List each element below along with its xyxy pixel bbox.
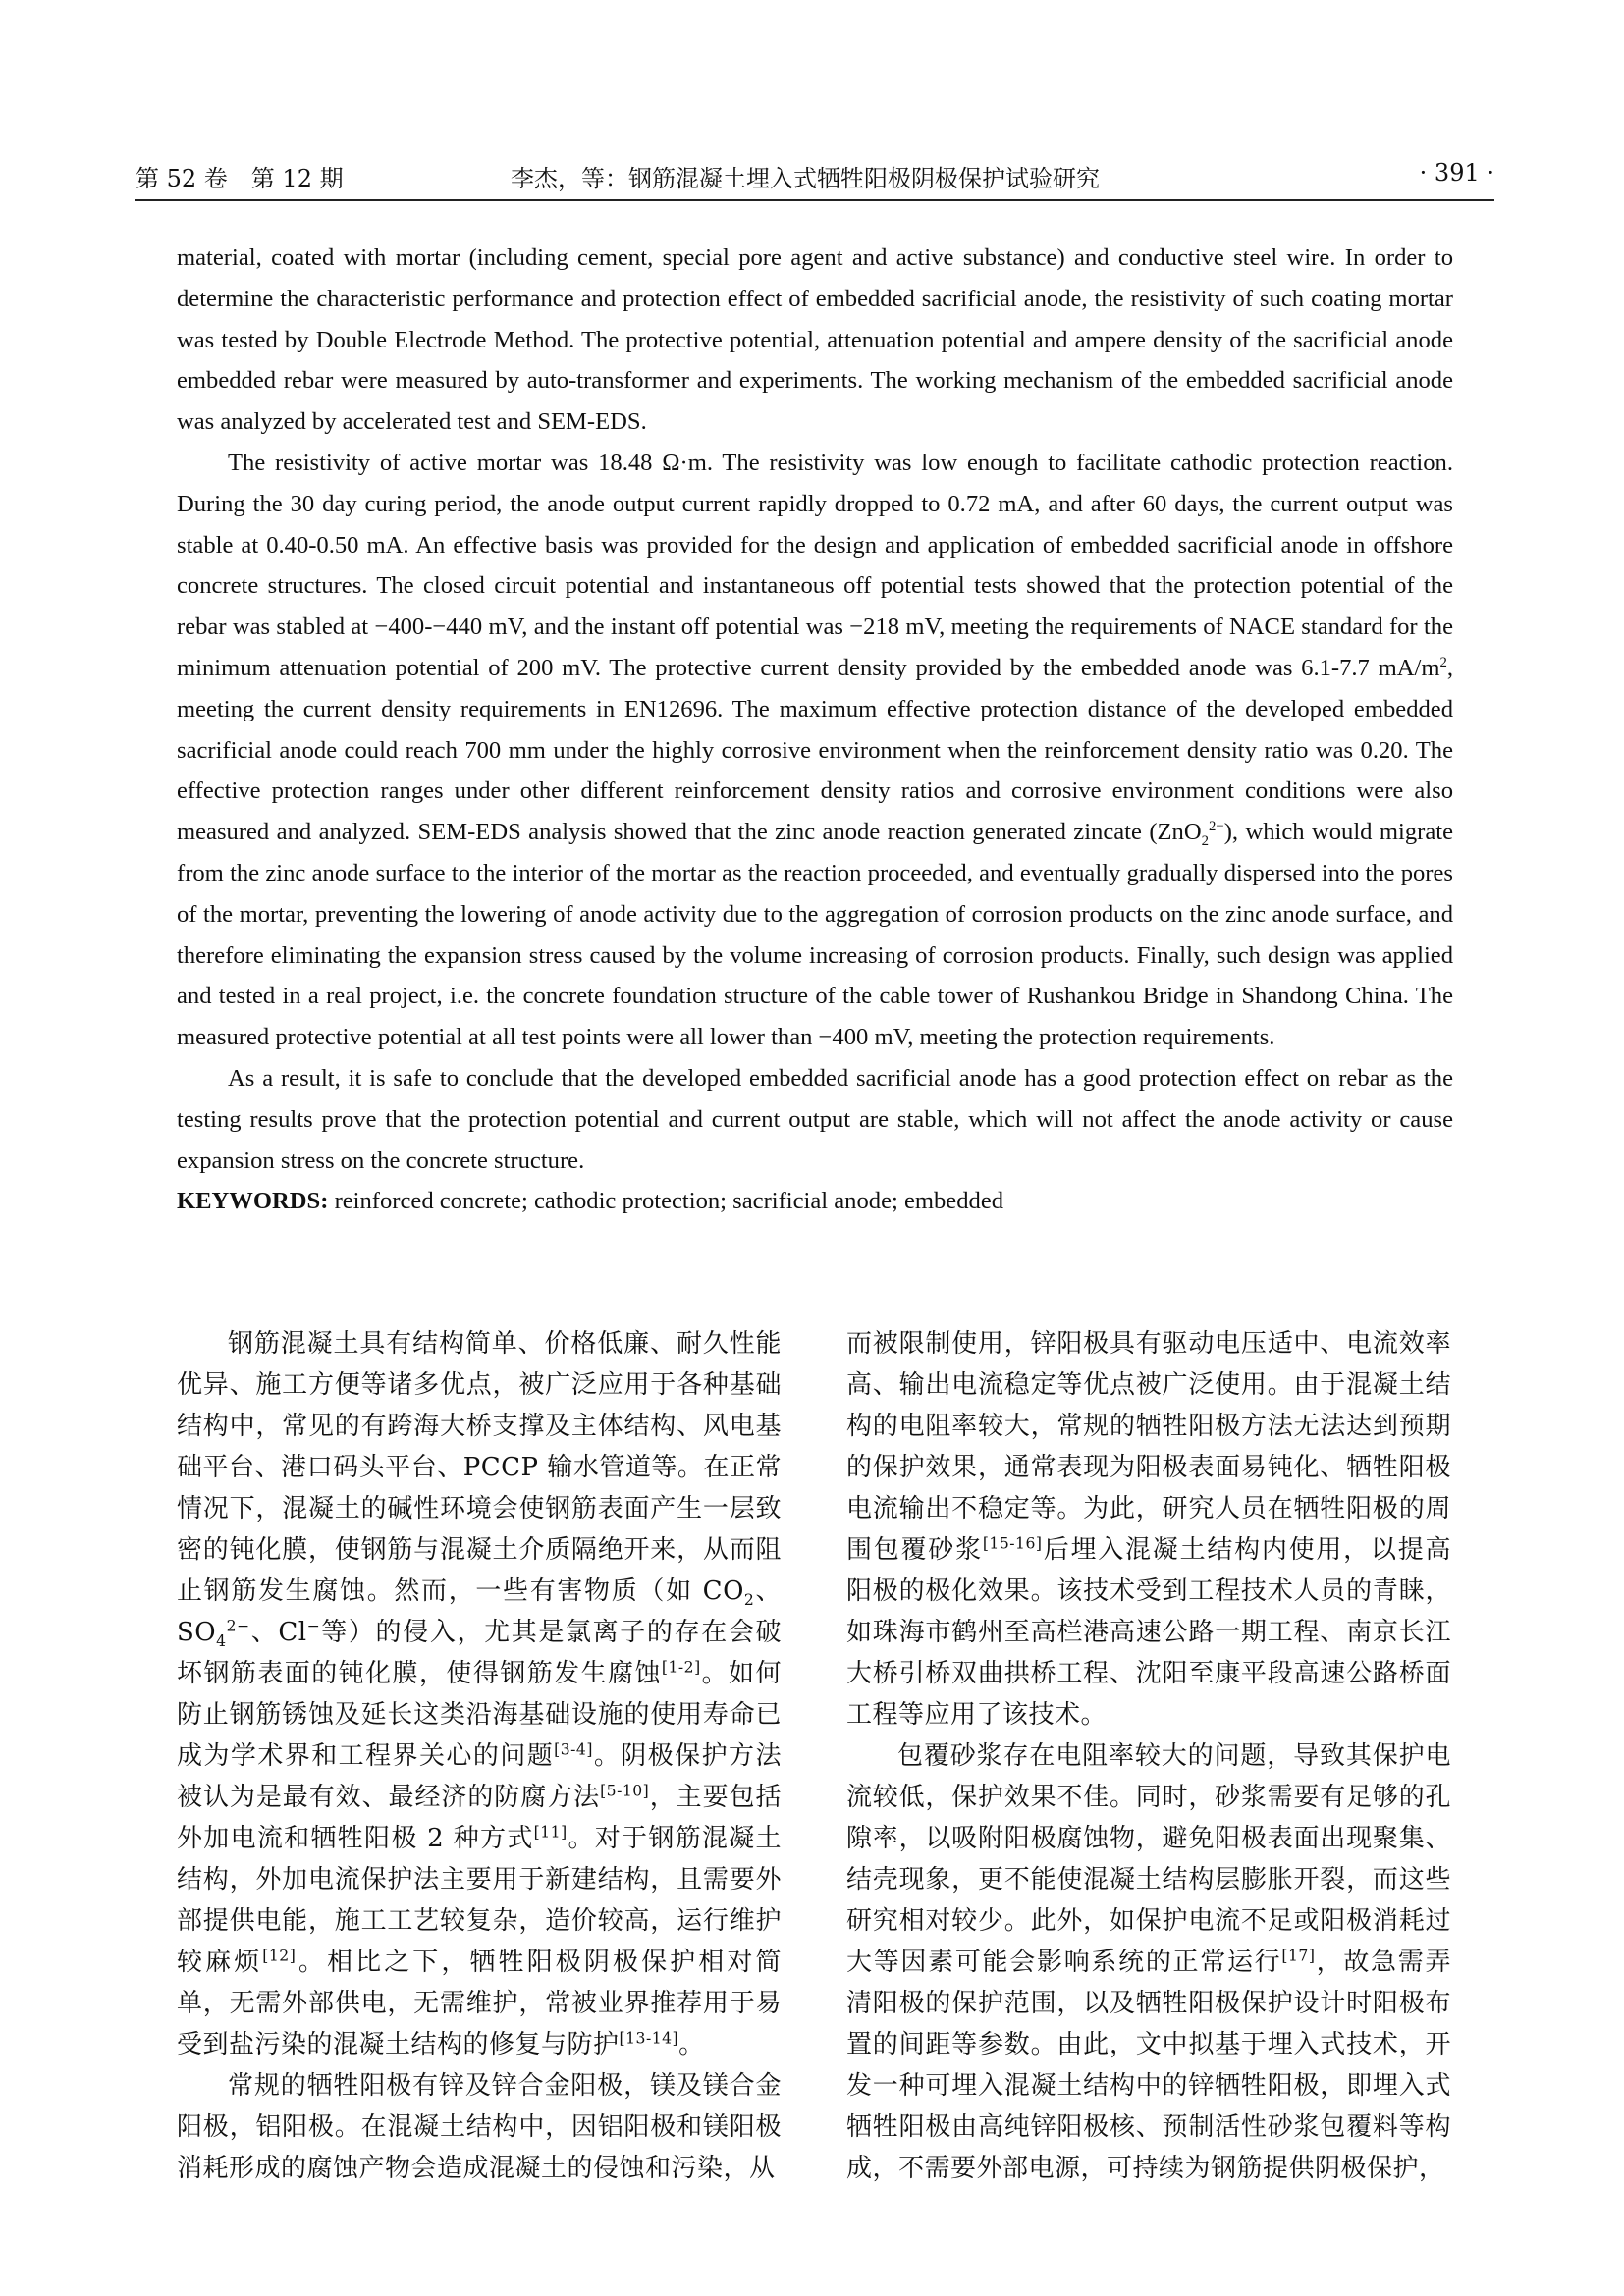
text-run: 等）的侵入，尤其是氯离子的存在会破坏钢筋表面的钝化膜，使得钢筋发生腐蚀 <box>177 1618 782 1688</box>
text-run: 而被限制使用，锌阳极具有驱动电压适中、电流效率高、输出电流稳定等优点被广泛使用。由于混凝土结构的电阻率较大，常规的牺牲阳极方法无法达到预期的保护效果，通常表现为阳极表面易钝化、牺牲阳极电流输出不稳定等。为此，研究人员在牺牲阳极的周围包覆砂浆 <box>846 1329 1451 1565</box>
text-run: ), which would migrate from the zinc anode surface to the interior of the mortar as the reaction proceeded, and eventually gradually dispersed into the pores of the mortar, preventing the lowering of anode activity due to the aggregation of corrosion products on the zinc anode surface, and therefore eliminating the expansion stress caused by the volume increasing of corrosion products. Finally, such design was applied and tested in a real project, i.e. the concrete foundation structure of the cable tower of Rushankou Bridge in Shandong China. The measured protective potential at all test points were all lower than −400 mV, meeting the protection requirements. <box>177 819 1453 1051</box>
body-paragraph <box>846 1735 1451 2189</box>
superscript: 2− <box>226 1617 250 1635</box>
english-abstract <box>177 238 1453 1222</box>
subscript: 2 <box>743 1591 755 1610</box>
text-run: ，故急需弄清阳极的保护范围，以及牺牲阳极保护设计时阳极布置的间距等参数。由此，文中拟基于埋入式技术，开发一种可埋入混凝土结构中的锌牺牲阳极，即埋入式牺牲阳极由高纯锌阳极核、预制活性砂浆包覆料等构成，不需要外部电源，可持续为钢筋提供阴极保护， <box>846 1948 1451 2183</box>
volume-issue: 第 52 卷 第 12 期 <box>135 165 344 192</box>
abstract-paragraph <box>177 443 1453 1058</box>
citation: [12] <box>262 1947 297 1965</box>
running-title: 李杰，等：钢筋混凝土埋入式牺牲阳极阴极保护试验研究 <box>511 165 1100 192</box>
citation: [13-14] <box>619 2029 679 2048</box>
superscript: − <box>306 1617 321 1635</box>
citation: [5-10] <box>600 1782 650 1800</box>
citation: [3-4] <box>554 1740 593 1759</box>
subscript: 2 <box>1201 833 1209 850</box>
superscript: 2 <box>1439 654 1447 670</box>
citation: [15-16] <box>982 1534 1043 1553</box>
text-run: 、SO <box>177 1576 782 1647</box>
text-run: , meeting the current density requirements in EN12696. The maximum effective protection distance of the developed embedded sacrificial anode could reach 700 mm under the highly corrosive environment when the reinforcement density ratio was 0.20. The effective protection ranges under other different reinforcement density ratios and corrosive environment conditions were also measured and analyzed. SEM-EDS analysis showed that the zinc anode reaction generated zincate (ZnO <box>177 654 1453 846</box>
body-paragraph: 常规的牺牲阳极有锌及锌合金阳极，镁及镁合金阳极，铝阳极。在混凝土结构中，因铝阳极和镁阳极消耗形成的腐蚀产物会造成混凝土的侵蚀和污染，从 <box>177 2071 782 2183</box>
text-run: 。对于钢筋混凝土结构，外加电流保护法主要用于新建结构，且需要外部提供电能，施工工艺较复杂，造价较高，运行维护较麻烦 <box>177 1824 782 1977</box>
text-run: 后埋入混凝土结构内使用，以提高阳极的极化效果。该技术受到工程技术人员的青睐，如珠海市鹤州至高栏港高速公路一期工程、南京长江大桥引桥双曲拱桥工程、沈阳至康平段高速公路桥面工程等应用了该技术。 <box>846 1535 1451 1730</box>
text-run: 包覆砂浆存在电阻率较大的问题，导致其保护电流较低，保护效果不佳。同时，砂浆需要有足够的孔隙率，以吸附阳极腐蚀物，避免阳极表面出现聚集、结壳现象，更不能使混凝土结构层膨胀开裂，而这些研究相对较少。此外，如保护电流不足或阳极消耗过大等因素可能会影响系统的正常运行 <box>846 1741 1451 1977</box>
body-column-left <box>177 1323 782 2189</box>
citation: [11] <box>533 1823 568 1842</box>
subscript: 4 <box>216 1632 227 1651</box>
text-run: 。 <box>678 2030 705 2059</box>
abstract-paragraph: material, coated with mortar (including cement, special pore agent and active substance) and conductive steel wire. In order to determine the characteristic performance and protection effect of embedded sacrificial anode, the resistivity of such coating mortar was tested by Double Electrode Method. The protective potential, attenuation potential and ampere density of the sacrificial anode embedded rebar were measured by auto-transformer and experiments. The working mechanism of the embedded sacrificial anode was analyzed by accelerated test and SEM-EDS. <box>177 244 1453 436</box>
text-run: 钢筋混凝土具有结构简单、价格低廉、耐久性能优异、施工方便等诸多优点，被广泛应用于各种基础结构中，常见的有跨海大桥支撑及主体结构、风电基础平台、港口码头平台、PCCP 输水管道等。在正常情况下，混凝土的碱性环境会使钢筋表面产生一层致密的钝化膜，使钢筋与混凝土介质隔绝开来，从而阻止钢筋发生腐蚀。然而，一些有害物质（如 CO <box>177 1329 782 1606</box>
text-run: 。相比之下，牺牲阳极阴极保护相对简单，无需外部供电，无需维护，常被业界推荐用于易受到盐污染的混凝土结构的修复与防护 <box>177 1948 782 2059</box>
keywords-text: reinforced concrete; cathodic protection; sacrificial anode; embedded <box>328 1188 1004 1215</box>
body-paragraph <box>177 1323 782 2065</box>
body-column-right <box>846 1323 1451 2189</box>
body-paragraph <box>846 1323 1451 1735</box>
running-header <box>135 155 1494 194</box>
text-run: 。阴极保护方法被认为是最有效、最经济的防腐方法 <box>177 1741 782 1812</box>
page-number: · 391 · <box>1419 159 1494 187</box>
text-run: 、Cl <box>249 1618 307 1647</box>
superscript: 2− <box>1208 818 1224 834</box>
header-rule <box>135 199 1494 201</box>
abstract-paragraph: As a result, it is safe to conclude that the developed embedded sacrificial anode has a good protection effect on rebar as the testing results prove that the protection potential and current output are stable, which will not affect the anode activity or cause expansion stress on the concrete structure. <box>177 1064 1453 1174</box>
text-run: The resistivity of active mortar was 18.48 Ω·m. The resistivity was low enough to facilitate cathodic protection reaction. During the 30 day curing period, the anode output current rapidly dropped to 0.72 mA, and after 60 days, the current output was stable at 0.40-0.50 mA. An effective basis was provided for the design and application of embedded sacrificial anode in offshore concrete structures. The closed circuit potential and instantaneous off potential tests showed that the protection potential of the rebar was stabled at −400-−440 mV, and the instant off potential was −218 mV, meeting the requirements of NACE standard for the minimum attenuation potential of 200 mV. The protective current density provided by the embedded anode was 6.1-7.7 mA/m <box>177 449 1453 681</box>
keywords-label: KEYWORDS: <box>177 1188 329 1215</box>
keywords-line <box>177 1181 1453 1222</box>
text-run: ，主要包括外加电流和牺牲阳极 2 种方式 <box>177 1783 782 1853</box>
text-run: 。如何防止钢筋锈蚀及延长这类沿海基础设施的使用寿命已成为学术界和工程界关心的问题 <box>177 1659 782 1771</box>
citation: [1-2] <box>661 1658 701 1677</box>
citation: [17] <box>1281 1947 1316 1965</box>
